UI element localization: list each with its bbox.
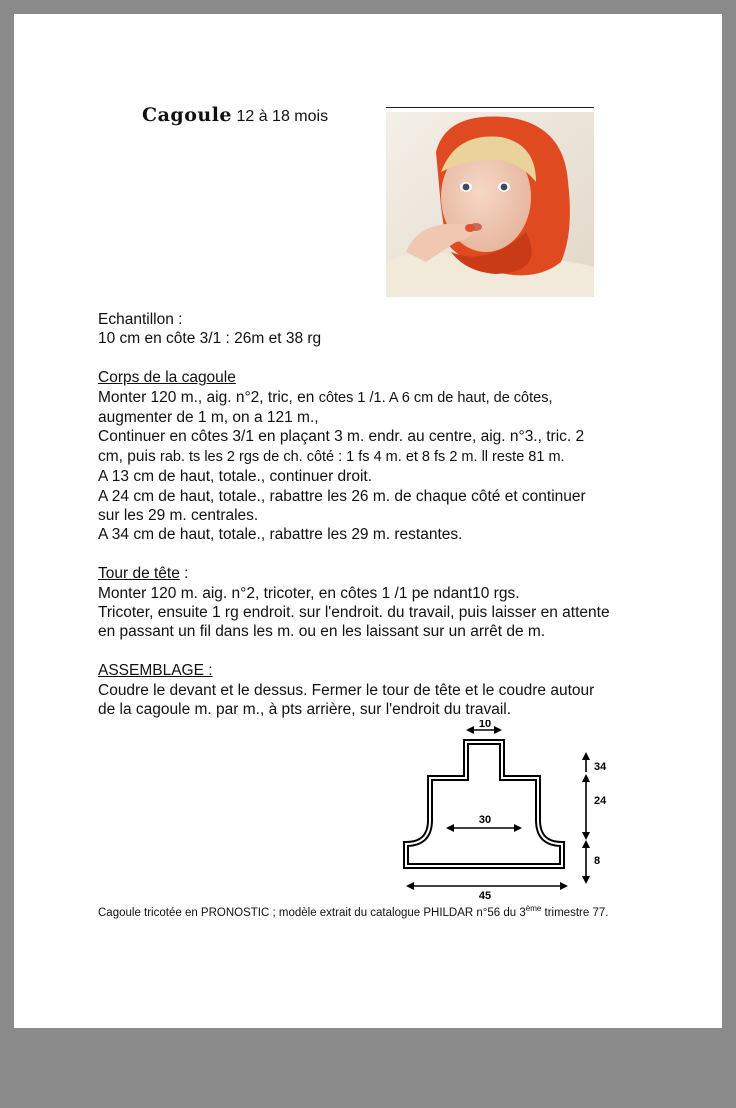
title-age: 12 à 18 mois — [236, 108, 329, 125]
source-footnote: Cagoule tricotée en PRONOSTIC ; modèle extrait du catalogue PHILDAR n°56 du 3ème trimestre 77. — [98, 904, 609, 919]
corps-line-5: A 13 cm de haut, totale., continuer droit. — [98, 468, 372, 486]
corps-line-3: Continuer en côtes 3/1 en plaçant 3 m. endr. au centre, aig. n°3., tric. 2 — [98, 428, 585, 446]
tour-heading: Tour de tête — [98, 565, 180, 583]
middle-width-label: 30 — [478, 814, 492, 826]
tour-line-1: Monter 120 m. aig. n°2, tricoter, en côtes 1 /1 pe ndant10 rgs. — [98, 584, 520, 602]
assemblage-line-2: de la cagoule m. par m., à pts arrière, sur l'endroit du travail. — [98, 701, 512, 719]
echantillon-line: 10 cm en côte 3/1 : 26m et 38 rg — [98, 330, 322, 348]
corps-line-7: sur les 29 m. centrales. — [98, 507, 259, 525]
page-title — [142, 104, 328, 126]
photo-top-rule — [386, 107, 594, 108]
title-name: Cagoule — [142, 104, 233, 126]
document-page — [14, 14, 722, 1028]
corps-line-6: A 24 cm de haut, totale., rabattre les 26 m. de chaque côté et continuer — [98, 487, 586, 505]
instructions: Echantillon : 10 cm en côte 3/1 : 26m et 38 rg Corps de la cagoule Monter 120 m., aig. n°2, tric, en côtes 1 /1. A 6 cm de haut, de côtes, augmenter de 1 m, on a 121 m., Continuer en côtes 3/1 en plaçant 3 m. endr. au centre, aig. n°3., tric. 2 cm, puis rab. ts les 2 rgs de ch. côté : 1 fs 4 m. et 8 fs 2 m. ll reste 81 m. A 13 cm de haut, totale., continuer droit. A 24 cm de haut, totale., rabattre les 26 m. de chaque côté et continuer sur les 29 m. centrales. A 34 cm de haut, totale., rabattre les 29 m. restantes. Tour de tête : Monter 120 m. aig. n°2, tricoter, en côtes 1 /1 pe ndant10 rgs. Tricoter, ensuite 1 rg endroit. sur l'endroit. du travail, puis laisser en attente en passant un fil dans les m. ou en les laissant sur un arrêt de m. ASSEMBLAGE : Coudre le devant et le dessus. Fermer le tour de tête et le coudre autour de la cagoule m. par m., à pts arrière, sur l'endroit du travail. — [98, 310, 658, 719]
top-width-label: 10 — [478, 720, 492, 730]
echantillon-heading: Echantillon : — [98, 311, 183, 328]
pattern-schematic — [390, 720, 620, 900]
corps-line-8: A 34 cm de haut, totale., rabattre les 29 m. restantes. — [98, 526, 463, 544]
corps-heading: Corps de la cagoule — [98, 369, 236, 387]
child-hood-photo — [386, 112, 594, 297]
corps-line-2: augmenter de 1 m, on a 121 m., — [98, 409, 319, 427]
height-upper-label: 24 — [594, 795, 607, 807]
height-lower-label: 8 — [594, 855, 601, 867]
corps-line-1: Monter 120 m., aig. n°2, tric, en côtes 1 /1. A 6 cm de haut, de côtes, — [98, 388, 553, 406]
assemblage-heading: ASSEMBLAGE : — [98, 662, 213, 680]
assemblage-line-1: Coudre le devant et le dessus. Fermer le tour de tête et le coudre autour — [98, 681, 595, 699]
height-total-label: 34 — [594, 761, 607, 773]
tour-line-2: Tricoter, ensuite 1 rg endroit. sur l'endroit. du travail, puis laisser en attente — [98, 604, 610, 622]
bottom-width-label: 45 — [478, 890, 492, 900]
tour-line-3: en passant un fil dans les m. ou en les laissant sur un arrêt de m. — [98, 623, 546, 641]
corps-line-4: cm, puis rab. ts les 2 rgs de ch. côté : 1 fs 4 m. et 8 fs 2 m. ll reste 81 m. — [98, 447, 565, 465]
